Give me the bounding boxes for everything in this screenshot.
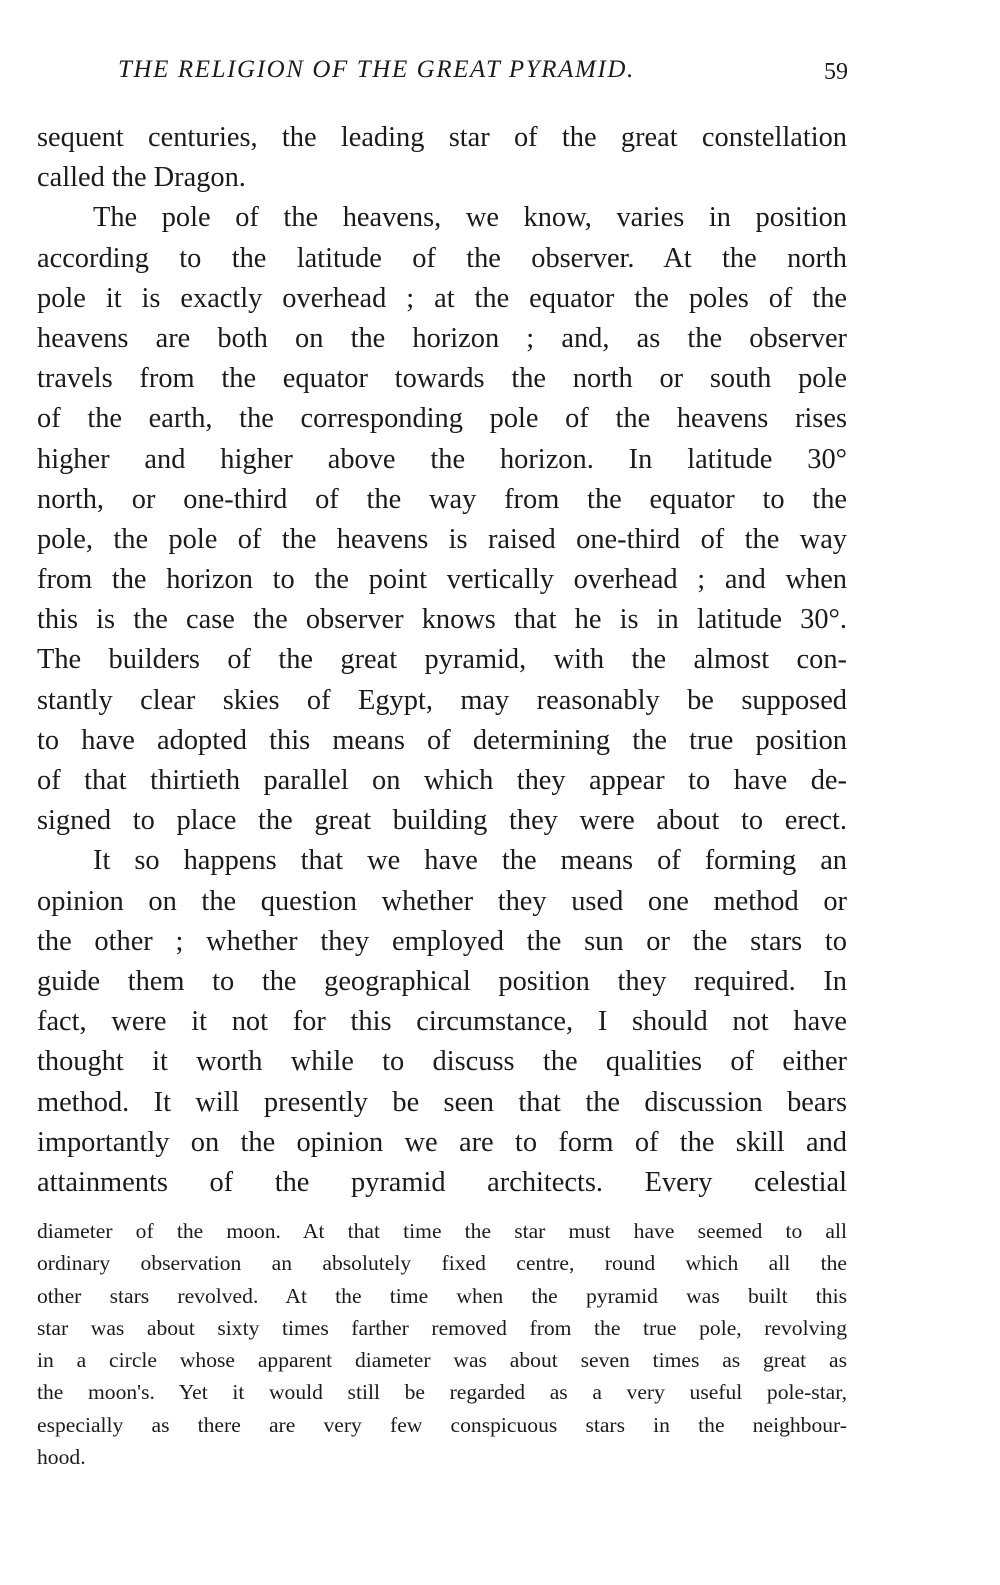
body-line: of the earth, the corresponding pole of the heavens rises <box>37 403 847 435</box>
footnote-line: the moon's. Yet it would still be regarded as a very useful pole-star, <box>37 1380 847 1405</box>
body-line: signed to place the great building they were about to erect. <box>37 805 847 837</box>
body-line: sequent centuries, the leading star of the great constellation <box>37 122 847 153</box>
body-line: It so happens that we have the means of forming an <box>93 845 847 877</box>
body-line: stantly clear skies of Egypt, may reasonably be supposed <box>37 684 847 716</box>
page-number: 59 <box>824 59 848 85</box>
body-line: to have adopted this means of determining the true position <box>37 724 847 756</box>
body-line: travels from the equator towards the north or south pole <box>37 363 847 395</box>
body-line: method. It will presently be seen that the discussion bears <box>37 1086 847 1118</box>
footnote-line: ordinary observation an absolutely fixed centre, round which all the <box>37 1251 847 1276</box>
footnote-line: in a circle whose apparent diameter was about seven times as great as <box>37 1348 847 1373</box>
body-line: attainments of the pyramid architects. Every celestial <box>37 1166 847 1198</box>
body-line: importantly on the opinion we are to form of the skill and <box>37 1126 847 1158</box>
footnote <box>37 1215 847 1473</box>
footnote-line: especially as there are very few conspicuous stars in the neighbour- <box>37 1412 847 1437</box>
body-line: thought it worth while to discuss the qualities of either <box>37 1046 847 1078</box>
body-line: north, or one-third of the way from the equator to the <box>37 483 847 515</box>
body-line: of that thirtieth parallel on which they appear to have de- <box>37 765 847 796</box>
body-line: fact, were it not for this circumstance, I should not have <box>37 1006 847 1038</box>
running-head <box>118 52 848 92</box>
body-line: higher and higher above the horizon. In latitude 30° <box>37 443 847 475</box>
body-line: this is the case the observer knows that he is in latitude 30°. <box>37 604 847 636</box>
footnote-line: hood. <box>37 1445 86 1470</box>
body-line: pole it is exactly overhead ; at the equator the poles of the <box>37 282 847 314</box>
body-line: called the Dragon. <box>37 162 246 194</box>
body-line: The builders of the great pyramid, with the almost con- <box>37 644 847 676</box>
body-line: the other ; whether they employed the sun or the stars to <box>37 925 847 957</box>
body-line: opinion on the question whether they used one method or <box>37 885 847 917</box>
body-line: pole, the pole of the heavens is raised one-third of the way <box>37 523 847 555</box>
footnote-line: star was about sixty times farther removed from the true pole, revolving <box>37 1315 847 1340</box>
body-line: guide them to the geographical position they required. In <box>37 965 847 997</box>
footnote-line: diameter of the moon. At that time the star must have seemed to all <box>37 1219 847 1243</box>
body-line: heavens are both on the horizon ; and, as the observer <box>37 322 847 354</box>
body-line: from the horizon to the point vertically overhead ; and when <box>37 564 847 596</box>
body-text <box>37 118 847 1203</box>
body-line: according to the latitude of the observer. At the north <box>37 242 847 274</box>
running-title: THE RELIGION OF THE GREAT PYRAMID. <box>118 56 635 83</box>
footnote-line: other stars revolved. At the time when the pyramid was built this <box>37 1283 847 1308</box>
body-line: The pole of the heavens, we know, varies in position <box>93 202 847 234</box>
